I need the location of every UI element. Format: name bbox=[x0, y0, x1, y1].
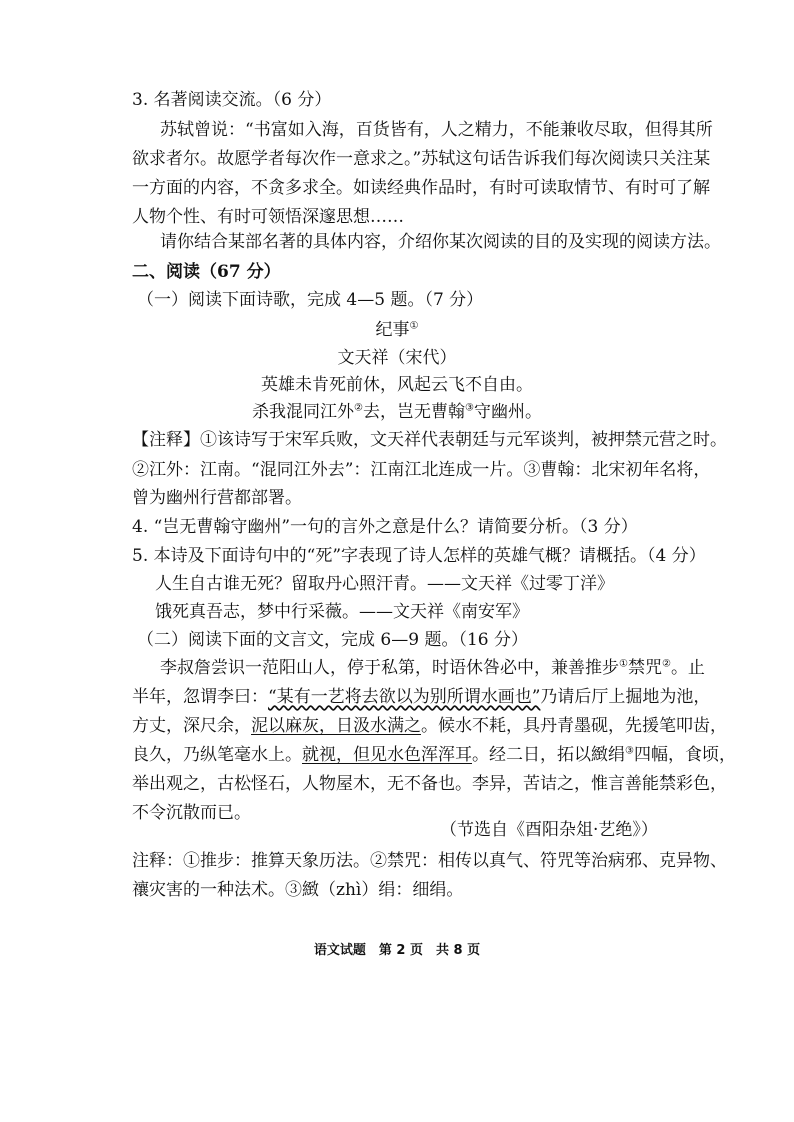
poem-note-line: ②江外：江南。“混同江外去”：江南江北连成一片。③曹翰：北宋初年名将， bbox=[132, 460, 711, 480]
q3-instruction: 请你结合某部名著的具体内容，介绍你某次阅读的目的及实现的阅读方法。 bbox=[160, 232, 721, 252]
q3-paragraph-line: 欲求者尔。故愿学者每次作一意求之。”苏轼这句话告诉我们每次阅读只关注某 bbox=[132, 149, 711, 169]
footnote-marker: ③ bbox=[625, 745, 634, 757]
underlined-phrase: 泥以麻灰，日汲水满之 bbox=[251, 716, 421, 736]
section-heading: 二、阅读（67 分） bbox=[132, 262, 281, 282]
prose-line: 不令沉散而已。 bbox=[132, 803, 251, 823]
footnote-marker: ① bbox=[619, 658, 628, 670]
q3-paragraph-line: 苏轼曾说：“书富如入海，百货皆有，人之精力，不能兼收尽取，但得其所 bbox=[160, 120, 713, 140]
prose-line: 半年，忽谓李曰：“某有一艺将去欲以为别所谓水画也”乃请后厅上掘地为池， bbox=[132, 687, 711, 707]
page-footer: 语文试题 第 2 页 共 8 页 bbox=[313, 943, 481, 958]
prose-line: 李叔詹尝识一范阳山人，停于私第，时语休咎必中，兼善推步①禁咒②。止 bbox=[160, 658, 705, 678]
footnote-marker: ② bbox=[661, 658, 671, 670]
prose-line: 良久，乃纵笔毫水上。就视，但见水色浑浑耳。经二日，拓以緻绢③四幅，食顷， bbox=[132, 745, 736, 765]
poem-note-line: 曾为幽州行营都部署。 bbox=[132, 488, 302, 508]
poem-line: 杀我混同江外②去，岂无曹翰③守幽州。 bbox=[252, 402, 542, 422]
part2-intro: （二）阅读下面的文言文，完成 6—9 题。（16 分） bbox=[137, 630, 528, 650]
q5-text: 5. 本诗及下面诗句中的“死”字表现了诗人怎样的英雄气概？请概括。（4 分） bbox=[132, 546, 706, 566]
poem-title: 纪事① bbox=[375, 320, 419, 340]
prose-source: （节选自《酉阳杂俎·艺绝》） bbox=[440, 820, 658, 840]
q4-text: 4. “岂无曹翰守幽州”一句的言外之意是什么？请简要分析。（3 分） bbox=[132, 517, 638, 537]
prose-line: 举出观之，古松怪石，人物屋木，无不备也。李异，苦诘之，惟言善能禁彩色， bbox=[132, 774, 727, 794]
q5-quote: 饿死真吾志，梦中行采薇。——文天祥《南安军》 bbox=[155, 602, 529, 622]
poem-note-line: 【注释】①该诗写于宋军兵败，文天祥代表朝廷与元军谈判，被押禁元营之时。 bbox=[132, 430, 727, 450]
q3-title: 3. 名著阅读交流。（6 分） bbox=[132, 90, 332, 110]
q5-quote: 人生自古谁无死？留取丹心照汗青。——文天祥《过零丁洋》 bbox=[155, 574, 614, 594]
underlined-phrase: 就视，但见水色浑浑耳 bbox=[302, 745, 472, 765]
poem-author: 文天祥（宋代） bbox=[337, 348, 457, 368]
footnote-marker: ② bbox=[354, 402, 363, 414]
prose-note-line: 注释：①推步：推算天象历法。②禁咒：相传以真气、符咒等治病邪、克异物、 bbox=[132, 851, 727, 871]
q3-paragraph-line: 一方面的内容，不贪多求全。如读经典作品时，有时可读取情节、有时可了解 bbox=[132, 178, 710, 198]
poem-line: 英雄未肯死前休，风起云飞不自由。 bbox=[261, 375, 533, 395]
footnote-marker: ① bbox=[409, 320, 419, 332]
prose-line: 方丈，深尺余，泥以麻灰，日汲水满之。候水不耗，具丹青墨砚，先援笔叩齿， bbox=[132, 716, 727, 736]
part1-intro: （一）阅读下面诗歌，完成 4—5 题。（7 分） bbox=[137, 290, 484, 310]
wavy-underlined-phrase: “某有一艺将去欲以为别所谓水画也” bbox=[268, 687, 541, 707]
footnote-marker: ③ bbox=[465, 402, 474, 414]
q3-paragraph-line: 人物个性、有时可领悟深邃思想…… bbox=[132, 207, 404, 227]
prose-note-line: 禳灾害的一种法术。③緻（zhì）绢：细绢。 bbox=[132, 880, 464, 900]
